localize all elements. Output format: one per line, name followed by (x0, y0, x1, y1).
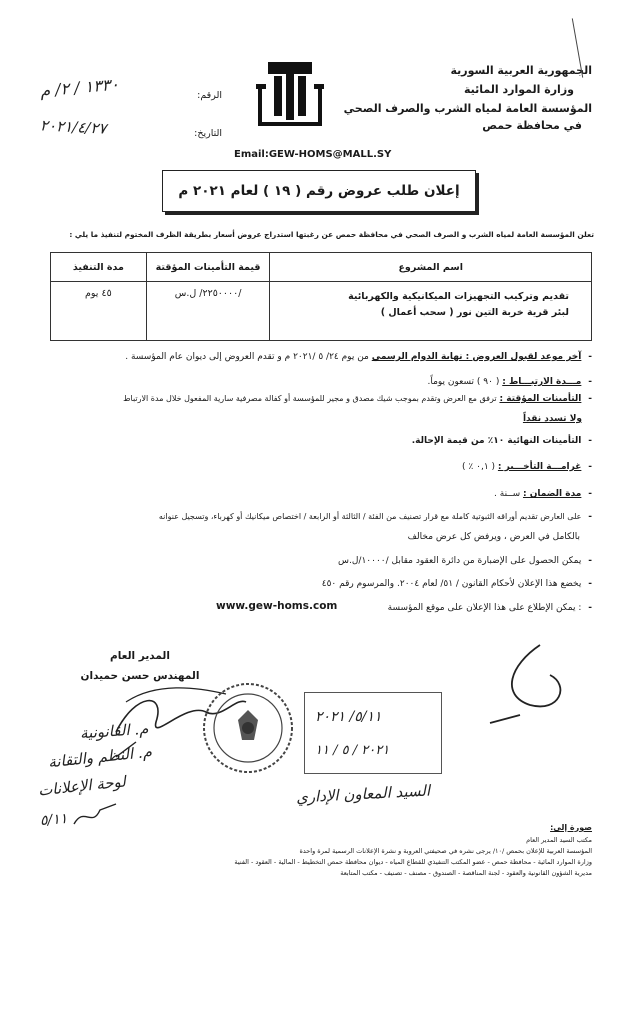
commitment-text: ( ٩٠ ) تسعون يوماً. (427, 377, 500, 387)
note-date-handwritten: ٥/١١ (39, 810, 68, 830)
item-temp-deposit: - التأمينات المؤقتة : ترفق مع العرض وتقدم بموجب شيك مصدق و مجير للمؤسسة أو كفالة مصرفية سارية المفعول خلال مدة الارتباط (123, 394, 592, 404)
table-header-row (51, 253, 592, 282)
header-line-governorate: في محافظة حمص (482, 119, 582, 132)
col-deposit: قيمة التأمينات المؤقتة (146, 253, 270, 282)
header-line-ministry: وزارة الموارد المائية (463, 83, 574, 96)
date-label: التاريخ: (194, 128, 222, 139)
col-duration: مدة التنفيذ (51, 253, 147, 282)
director-name: المهندس حسن حميدان (80, 670, 200, 682)
temp-deposit-text: ترفق مع العرض وتقدم بموجب شيك مصدق و مجير للمؤسسة أو كفالة مصرفية سارية المفعول خلال مدة الارتباط (123, 394, 497, 403)
item-penalty: - غرامـــة التأخـــير : ( ٠,١ ٪ ) (462, 462, 592, 472)
bidder-text: على العارض تقديم أوراقه الثبوتية كاملة مع قرار تصنيف من الفئة / الثالثة أو الرابعة / اختصاص ميكانيك أو كهرباء، وتسجيل عنوانه (158, 512, 582, 521)
director-title: المدير العام (110, 650, 170, 662)
date-value-handwritten: ٢٠٢١/٤/٢٧ (39, 116, 107, 138)
intro-text: تعلن المؤسسة العامة لمياه الشرب و الصرف الصحي في محافظة حمص عن رغبتها استدراج عروض أسعار بطريقة الظرف المختوم لتنفيذ ما يلي : (69, 230, 594, 239)
institution-logo (254, 58, 326, 128)
item-final-deposit: - التأمينات النهائية ١٠٪ من قيمة الإحالة. (411, 436, 592, 446)
admin-signature-text: السيد المعاون الإداري (295, 781, 431, 807)
project-line-1: تقديم وتركيب التجهيزات الميكانيكية والكهربائية (348, 291, 569, 302)
official-stamp (200, 680, 296, 776)
copy-line-1: مكتب السيد المدير العام (526, 836, 592, 844)
note-systems-dept: م. النظم والتقانة (47, 742, 153, 772)
date-stamp-box (304, 692, 442, 774)
note-legal-dept: م. القانونية (79, 719, 149, 743)
penalty-text: ( ٠,١ ٪ ) (462, 462, 496, 472)
email-address: Email:GEW-HOMS@MALL.SY (234, 149, 392, 160)
item-deadline: - آخر موعد لقبول العروض : نهاية الدوام الرسمي من يوم ٢٤/ ٥ /٢٠٢١ م و تقدم العروض إلى ديوان عام المؤسسة . (125, 352, 592, 362)
item-website: - : يمكن الإطلاع على هذا الإعلان على موقع المؤسسة (387, 603, 592, 613)
item-warranty: - مدة الضمان : ســنة . (494, 489, 592, 499)
docs-text: يمكن الحصول على الإضبارة من دائرة العقود مقابل /١٠٠٠٠/ل.س (338, 556, 582, 566)
item-law: - يخضع هذا الإعلان لأحكام القانون / ٥١/ لعام ٢٠٠٤. والمرسوم رقم ٤٥٠ (321, 579, 592, 589)
penalty-label: غرامـــة التأخـــير : (497, 462, 582, 472)
copy-line-4: مديرية الشؤون القانونية والعقود - لجنة المناقصة - الصندوق - مصنف - تصنيف - مكتب المتابعة (340, 869, 592, 877)
warranty-text: ســنة . (494, 489, 521, 499)
project-line-2: لبئر قرية خربة التين نور ( سحب أعمال ) (380, 307, 569, 318)
item-bidder-2 (408, 532, 580, 542)
cell-duration: ٤٥ يوم (51, 282, 147, 341)
law-text: يخضع هذا الإعلان لأحكام القانون / ٥١/ لعام ٢٠٠٤. والمرسوم رقم ٤٥٠ (321, 579, 582, 589)
ref-value-handwritten: ١٣٣٠ / ٢/ م (39, 74, 120, 101)
cell-project (270, 282, 592, 341)
temp-deposit-text-2: ولا تسدد نقداً (522, 414, 582, 424)
item-temp-deposit-2 (523, 414, 582, 424)
copy-line-3: وزارة الموارد المائية - محافظة حمص - عضو المكتب التنفيذي للقطاع المياه - ديوان محافظة حمص التخطيط - المالية - العقود - الفنية (234, 858, 592, 866)
title-box (162, 170, 476, 212)
item-docs: - يمكن الحصول على الإضبارة من دائرة العقود مقابل /١٠٠٠٠/ل.س (338, 556, 592, 566)
stamp-date-2: ٢٠٢١ / ٥ / ١١ (315, 743, 390, 758)
website-url[interactable]: www.gew-homs.com (216, 600, 338, 612)
project-table (50, 252, 592, 341)
header-line-republic: الجمهورية العربية السورية (450, 64, 592, 77)
col-project-name: اسم المشروع (270, 253, 592, 282)
copy-line-2: المؤسسة العربية للإعلان بحمص /١٠/ يرجى نشره في صحيفتي العروبة و نشرة الإعلانات الرسمية لمرة واحدة (299, 847, 592, 855)
announcement-title: إعلان طلب عروض رقم ( ١٩ ) لعام ٢٠٢١ م (178, 183, 460, 199)
final-deposit-label: التأمينات النهائية ١٠٪ من قيمة الإحالة. (411, 436, 582, 446)
header-line-establishment: المؤسسة العامة لمياه الشرب والصرف الصحي (343, 102, 592, 115)
warranty-label: مدة الضمان : (522, 489, 582, 499)
pen-scribble (70, 800, 120, 830)
item-commitment: - مـــدة الارتبـــاط : ( ٩٠ ) تسعون يوماً. (427, 377, 592, 387)
commitment-label: مـــدة الارتبـــاط : (502, 377, 582, 387)
cell-deposit: /٢٢٥٠٠٠٠/ ل.س (146, 282, 270, 341)
table-row (51, 282, 592, 341)
copy-to-label: صورة إلى: (550, 823, 592, 832)
note-notice-board: لوحة الإعلانات (37, 772, 127, 800)
approval-signature-graphic (470, 635, 580, 725)
copy-to-list (72, 836, 592, 877)
website-text: : يمكن الإطلاع على هذا الإعلان على موقع المؤسسة (387, 603, 582, 613)
item-bidder: - على العارض تقديم أوراقه الثبوتية كاملة مع قرار تصنيف من الفئة / الثالثة أو الرابعة / اختصاص ميكانيك أو كهرباء، وتسجيل عنوانه (158, 512, 592, 522)
stamp-date-1: ٥/١١/ ٢٠٢١ (315, 709, 382, 725)
temp-deposit-label: التأمينات المؤقتة : (499, 394, 582, 404)
ref-label: الرقم: (197, 90, 222, 101)
deadline-text: من يوم ٢٤/ ٥ /٢٠٢١ م و تقدم العروض إلى ديوان عام المؤسسة . (125, 352, 369, 362)
deadline-label: آخر موعد لقبول العروض : نهاية الدوام الرسمي (371, 352, 582, 362)
letterhead (343, 64, 592, 132)
bidder-text-2: بالكامل في العرض ، ويرفض كل عرض مخالف (407, 532, 580, 542)
